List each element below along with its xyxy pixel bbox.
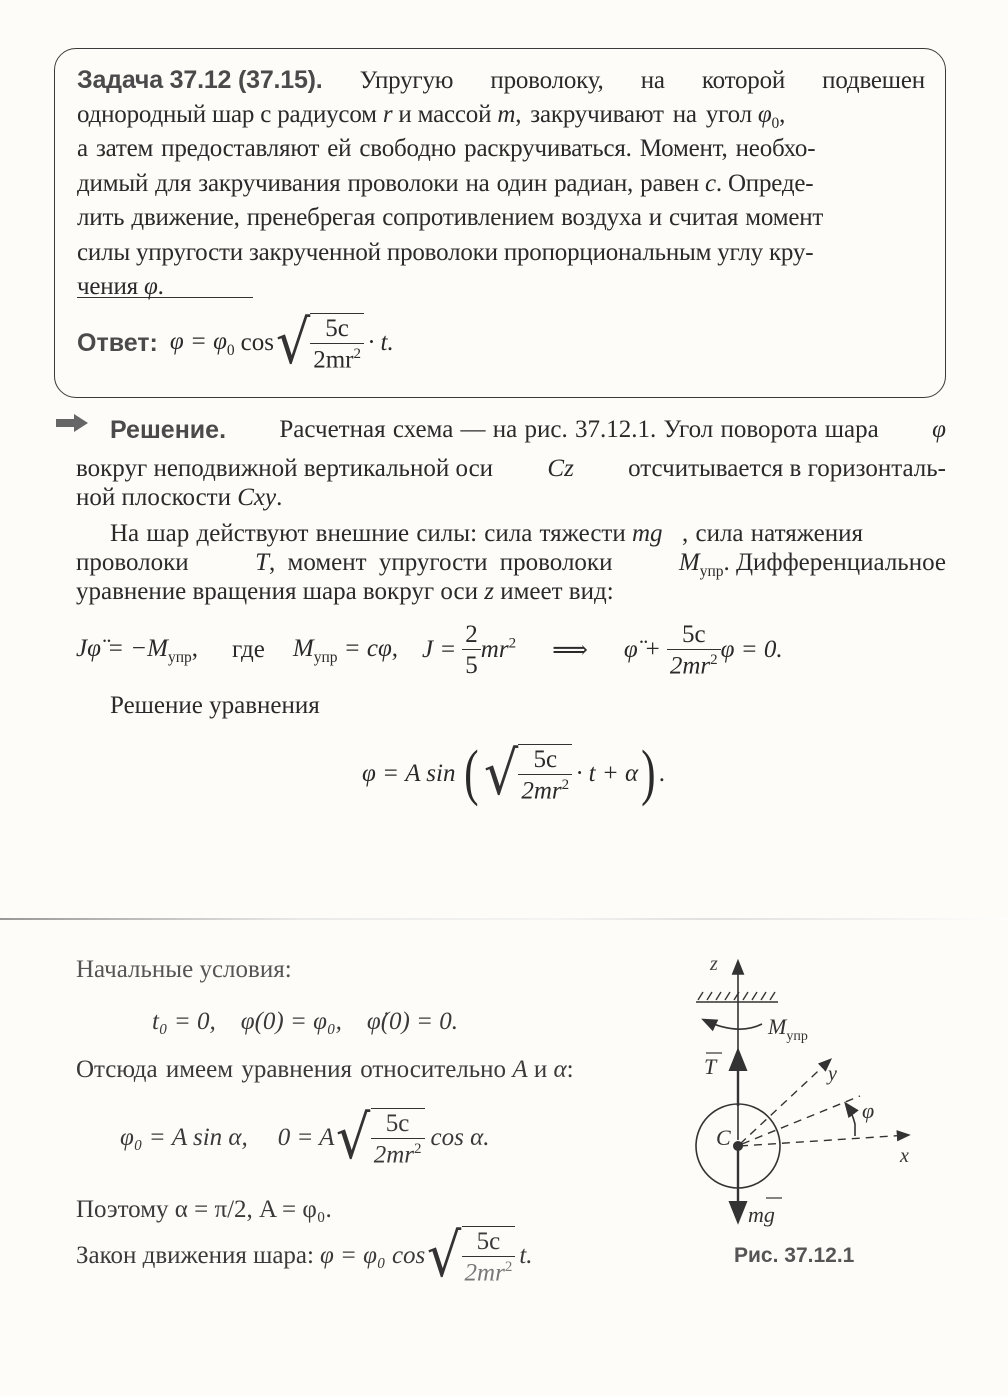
eq-part: . (658, 759, 665, 787)
text-run: , закручивают на угол (515, 100, 752, 128)
text-run: . (157, 273, 164, 300)
solution-line-1 (110, 416, 946, 444)
eq-where: где (232, 636, 265, 664)
eq-part: 0 = A (277, 1124, 335, 1151)
numerator: 5c (533, 745, 558, 773)
fraction (310, 313, 364, 372)
center-label: C (716, 1125, 731, 1150)
denominator: 5 (462, 649, 481, 678)
radical-sign: √ (484, 738, 519, 809)
eq-part: · t + α (576, 759, 639, 787)
eq-part: , (191, 635, 199, 663)
text-run: имеет вид: (500, 578, 614, 605)
exponent: 2 (508, 635, 517, 652)
numerator: 5c (681, 621, 706, 648)
paren-close: ) (641, 739, 656, 807)
eq-part: φ = φ₀ cos (319, 1242, 426, 1269)
answer-lhs-group (170, 327, 235, 359)
fraction (371, 1108, 425, 1167)
problem-line-2 (77, 98, 925, 133)
text-run: а затем предоставляют ей свободно раскручиваться. Момент, необхо- (77, 135, 816, 162)
subscript-upr: упр (168, 649, 192, 667)
radical-sign: √ (427, 1221, 462, 1291)
text-run: , (779, 100, 786, 128)
word: Упругую (359, 67, 454, 94)
ceiling-hatch (696, 992, 778, 1002)
text-run: однородный шар с радиусом (77, 100, 377, 128)
sqrt (425, 1221, 515, 1291)
equation-motion (76, 622, 783, 678)
fraction (462, 622, 481, 678)
exponent: 2 (561, 776, 570, 793)
var-Cz: Cz (547, 455, 574, 482)
eq-part: cos α. (430, 1124, 490, 1151)
text-run: : (566, 1056, 574, 1083)
radical-sign: √ (275, 308, 311, 378)
solution-line-4 (110, 520, 946, 548)
var-phi: φ (144, 273, 158, 300)
sqrt (482, 738, 572, 809)
eq-part: = cφ, (337, 635, 399, 663)
word: на (640, 67, 665, 94)
eq-part: mr (480, 636, 509, 664)
answer-divider (77, 297, 253, 298)
denominator (371, 1138, 425, 1167)
eq1-b-group (293, 634, 398, 666)
equation-general-solution (362, 738, 665, 809)
law-label: Закон движения шара: (76, 1242, 314, 1269)
law-of-motion (76, 1221, 533, 1291)
problem-line-1 (77, 63, 925, 98)
problem-line-5 (77, 201, 925, 236)
var-m: m (497, 100, 516, 128)
var-phi: φ (932, 416, 946, 443)
exponent: 2 (414, 1141, 422, 1158)
subscript: упр (699, 563, 724, 580)
solution-line-3 (76, 484, 282, 512)
gravity-label: mg (748, 1202, 775, 1227)
moment-label: $M_{упр}$ (768, 1014, 808, 1044)
subscript: 0 (226, 342, 235, 360)
text-run: На шар действуют внешние силы: сила тяжести (110, 520, 626, 547)
text-run: . (276, 484, 283, 511)
var-alpha: α (553, 1056, 567, 1083)
denominator (462, 1256, 516, 1285)
figure-37-12-1 (670, 940, 970, 1280)
x-axis (740, 1135, 908, 1146)
den-text: 2mr (464, 1259, 505, 1287)
word: проволоку, (490, 67, 604, 94)
var-phi: φ (757, 100, 772, 128)
numerator: 5c (476, 1228, 501, 1256)
eq-part: Jφ̈ = −M (76, 635, 168, 663)
eq-part: t. (519, 1242, 533, 1269)
answer-label: Ответ: (77, 328, 158, 357)
eq-part: φ₀ = A sin α, (120, 1124, 248, 1151)
fraction (667, 622, 721, 678)
angle-arrow (846, 1104, 855, 1136)
problem-statement (77, 63, 925, 305)
var-r: r (382, 100, 393, 128)
paren-open: ( (464, 739, 480, 807)
eq-part: J = (422, 636, 457, 664)
moment-arrow (704, 1020, 762, 1029)
eq1-c-group (481, 635, 516, 665)
answer-tail: · t. (368, 329, 394, 356)
sqrt (274, 308, 364, 378)
var-c: c (704, 169, 716, 197)
phi-label: φ (862, 1098, 875, 1123)
solution-line-2 (76, 455, 946, 483)
M-group (679, 549, 946, 580)
problem-box (54, 48, 946, 398)
problem-title: Задача 37.12 (37.15). (77, 66, 323, 94)
y-label: y (828, 1063, 837, 1085)
den-text: 2mr (313, 346, 354, 374)
arrow-right-icon (56, 414, 88, 432)
var-A: A (512, 1056, 528, 1083)
text-run: димый для закручивания проволоки на один радиан, равен (77, 169, 699, 197)
T-group (255, 549, 612, 580)
var-T: T (255, 549, 269, 576)
text-run: Отсюда имеем уравнения относительно (76, 1056, 507, 1083)
den-text: 2mr (669, 652, 711, 680)
numerator: 5c (325, 315, 349, 343)
var-z: z (484, 578, 494, 605)
text-run: . Опреде- (715, 169, 814, 197)
solution-label: Решение. (110, 416, 227, 444)
z-label: z (710, 953, 718, 975)
denominator (667, 649, 721, 678)
text-run: чения (77, 273, 138, 300)
den-text: 2mr (521, 777, 562, 805)
text-run: Расчетная схема — на рис. 37.12.1. Угол поворота шара (279, 416, 879, 443)
eq1-a-group (76, 634, 198, 666)
page-divider (0, 918, 1008, 920)
sqrt (334, 1103, 424, 1173)
answer-lhs: φ = φ (169, 328, 227, 356)
fraction (518, 744, 572, 803)
exponent: 2 (353, 346, 361, 363)
text-run: уравнение вращения шара вокруг оси (76, 578, 478, 605)
solution-line-5 (76, 549, 946, 580)
subscript-upr: упр (313, 649, 338, 667)
problem-line-3 (77, 132, 925, 167)
problem-line-4 (77, 167, 925, 202)
rotated-axis (742, 1096, 860, 1144)
text-run: лить движение, пренебрегая сопротивлением воздуха и считая момент (77, 204, 824, 231)
hence-line (76, 1056, 574, 1084)
cos-fn: cos (240, 329, 274, 356)
denominator (518, 774, 572, 803)
denominator (310, 343, 364, 372)
text-run: и массой (398, 100, 492, 128)
text-run: и (533, 1056, 548, 1083)
solution-heading: Решение уравнения (110, 692, 320, 719)
initial-conditions: t₀ = 0, φ(0) = φ₀, φ̇(0) = 0. (152, 1008, 458, 1035)
text-run: силы упругости закрученной проволоки пропорциональным углу кру- (77, 238, 814, 266)
text-run: . Дифференциальное (723, 549, 946, 576)
figure-caption: Рис. 37.12.1 (734, 1244, 855, 1267)
text-run: ной плоскости (76, 484, 231, 511)
problem-line-6 (77, 236, 925, 271)
exponent: 2 (504, 1259, 513, 1276)
answer-formula (77, 308, 394, 378)
subscript: 0 (771, 114, 780, 132)
tension-label: T (704, 1054, 717, 1079)
x-label: x (900, 1145, 909, 1167)
therefore-line: Поэтому α = π/2, A = φ₀. (76, 1196, 332, 1223)
word: которой (701, 67, 786, 94)
equation-constants (120, 1103, 490, 1173)
var-Cxy: Cxy (237, 484, 277, 511)
phi0-group (758, 100, 779, 132)
text-run: отсчитывается в горизонталь- (628, 455, 946, 482)
implies-symbol: ⟹ (552, 637, 588, 665)
y-axis (740, 1060, 830, 1144)
eq-part: φ = 0. (720, 636, 783, 664)
numerator: 2 (465, 621, 478, 649)
solution-line-6 (76, 578, 614, 606)
problem-line-7 (77, 270, 925, 305)
radical-sign: √ (336, 1103, 371, 1173)
eq-part: M (292, 635, 314, 663)
initial-conditions-label: Начальные условия: (76, 956, 292, 983)
exponent: 2 (710, 652, 718, 668)
fraction (462, 1226, 516, 1285)
text-run: проволоки (76, 549, 189, 576)
text-run: вокруг неподвижной вертикальной оси (76, 455, 494, 482)
eq-part: φ̈ + (623, 636, 661, 664)
eq-part: φ = A sin (362, 759, 456, 787)
text-run: , момент упругости проволоки (269, 549, 613, 576)
numerator: 5c (385, 1110, 410, 1138)
word: подвешен (822, 67, 925, 94)
var-mg: mg⃗ (631, 520, 682, 547)
var-M: M (678, 549, 700, 576)
den-text: 2mr (373, 1141, 414, 1169)
text-run: , сила натяжения (681, 520, 863, 547)
